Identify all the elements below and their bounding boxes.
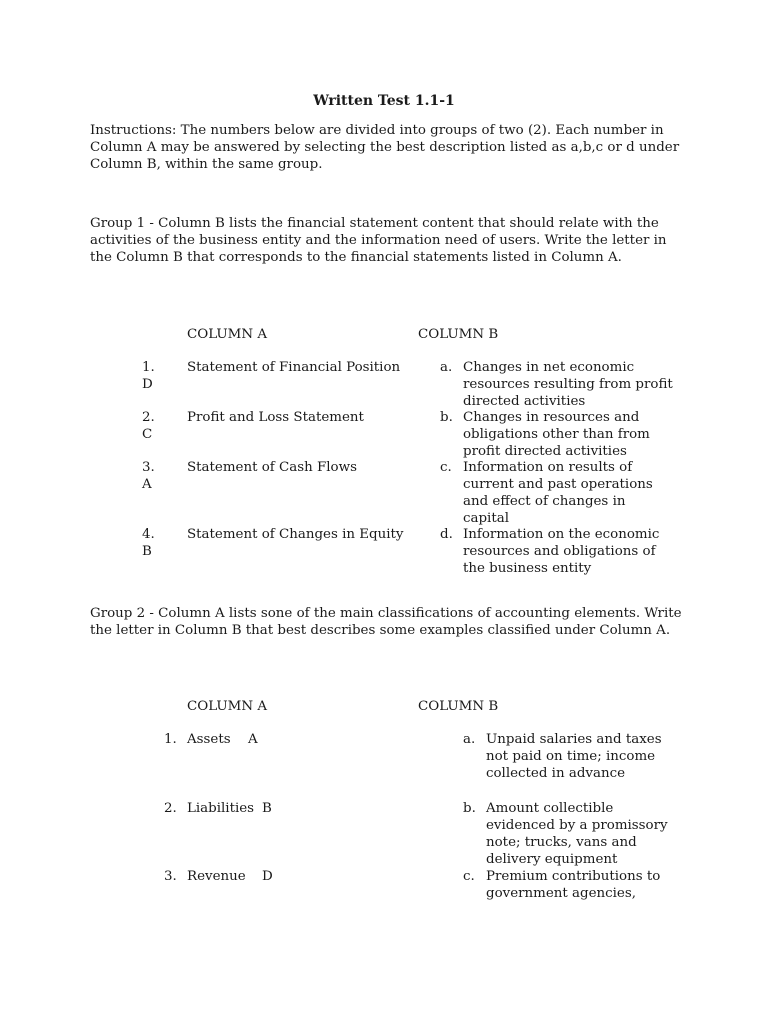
column-a-item: Assets [187, 732, 231, 747]
choice-line: Changes in net economic [463, 360, 635, 375]
group1-column-b-header: COLUMN B [418, 327, 499, 342]
choice-line: Information on the economic [463, 527, 660, 542]
choice-text [486, 868, 686, 902]
group2-column-a-header: COLUMN A [187, 699, 268, 714]
choice-letter: d. [440, 527, 453, 542]
answer-letter: A [142, 477, 152, 492]
choice-line: Information on results of [463, 460, 633, 475]
choice-text [463, 359, 683, 410]
answer-letter: C [142, 427, 153, 442]
choice-letter: a. [440, 360, 453, 375]
choice-text [463, 526, 683, 577]
column-a-item: Statement of Cash Flows [187, 460, 357, 475]
choice-line: resources and obligations of [463, 544, 656, 559]
answer-letter: D [142, 377, 153, 392]
column-a-item: Revenue [187, 869, 246, 884]
group1-intro: Group 1 - Column B lists the financial statement content that should relate with the activities of the business entity and the information need of users. Write the letter in the Column B that corresponds to the financial statements listed in Column A. [90, 216, 667, 265]
choice-line: not paid on time; income [486, 749, 656, 764]
answer-letter: B [142, 544, 152, 559]
choice-line: delivery equipment [486, 852, 618, 867]
choice-line: resources resulting from profit [463, 377, 673, 392]
choice-letter: b. [463, 801, 476, 816]
choice-line: obligations other than from [463, 427, 650, 442]
choice-letter: b. [440, 410, 453, 425]
answer-letter: A [248, 732, 258, 747]
choice-letter: a. [463, 732, 476, 747]
choice-text [486, 800, 686, 868]
instructions-paragraph: Instructions: The numbers below are divided into groups of two (2). Each number in Column A may be answered by selecting the best description listed as a,b,c or d under Column B, within the same group. [90, 123, 680, 172]
group2-column-b-header: COLUMN B [418, 699, 499, 714]
item-number: 4. [142, 527, 155, 542]
group1-column-a-header: COLUMN A [187, 327, 268, 342]
group2-intro: Group 2 - Column A lists sone of the main classifications of accounting elements. Write the letter in Column B that best describes some examples classified under Column A. [90, 606, 682, 638]
choice-line: profit directed activities [463, 444, 627, 459]
choice-line: Amount collectible [486, 801, 614, 816]
column-a-item: Liabilities [187, 801, 255, 816]
item-number: 3. [164, 869, 177, 884]
choice-line: capital [463, 511, 509, 526]
choice-letter: c. [440, 460, 452, 475]
column-a-item: Statement of Financial Position [187, 360, 401, 375]
answer-letter: B [262, 801, 272, 816]
item-number: 3. [142, 460, 155, 475]
choice-line: Premium contributions to [486, 869, 661, 884]
choice-line: current and past operations [463, 477, 653, 492]
choice-line: collected in advance [486, 766, 625, 781]
column-a-item: Profit and Loss Statement [187, 410, 364, 425]
choice-line: evidenced by a promissory [486, 818, 668, 833]
page-title: Written Test 1.1-1 [313, 93, 455, 109]
choice-line: Unpaid salaries and taxes [486, 732, 662, 747]
choice-letter: c. [463, 869, 475, 884]
item-number: 2. [164, 801, 177, 816]
item-number: 1. [142, 360, 155, 375]
choice-line: note; trucks, vans and [486, 835, 637, 850]
choice-line: directed activities [463, 394, 586, 409]
choice-line: the business entity [463, 561, 592, 576]
choice-line: government agencies, [486, 886, 636, 901]
choice-text [463, 409, 683, 460]
item-number: 1. [164, 732, 177, 747]
answer-letter: D [262, 869, 273, 884]
choice-line: and effect of changes in [463, 494, 626, 509]
column-a-item: Statement of Changes in Equity [187, 527, 404, 542]
choice-text [486, 731, 686, 782]
item-number: 2. [142, 410, 155, 425]
choice-text [463, 459, 683, 527]
choice-line: Changes in resources and [463, 410, 640, 425]
